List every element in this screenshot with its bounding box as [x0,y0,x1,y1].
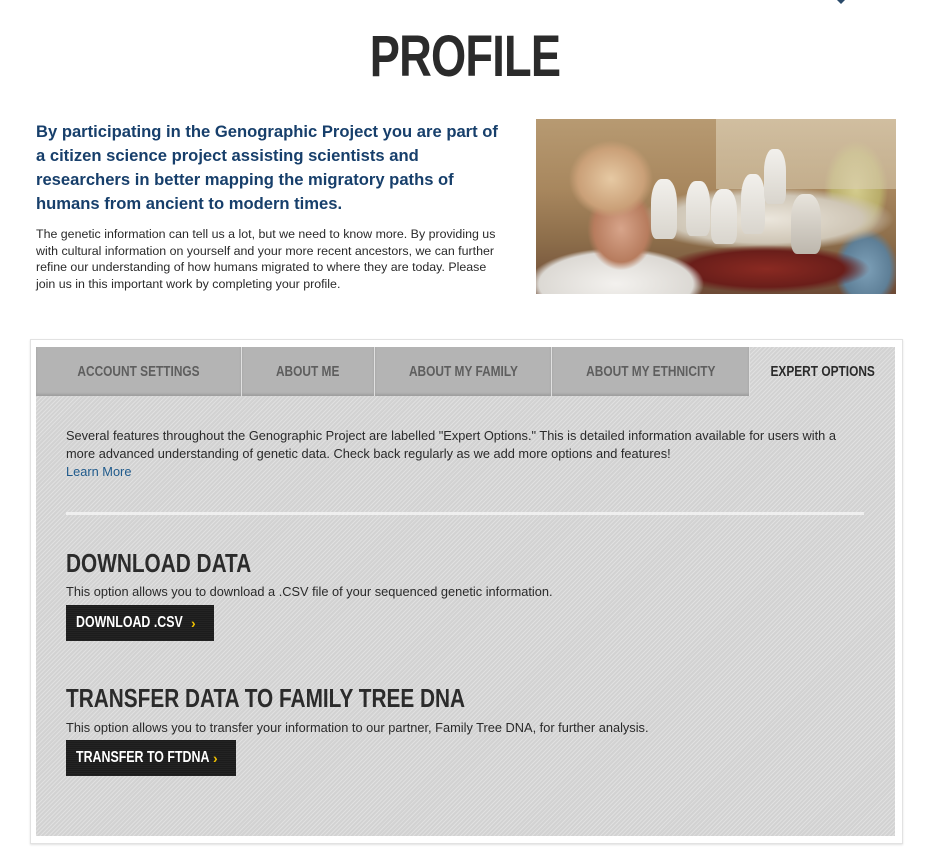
photo-figure [764,149,786,204]
tab-about-my-family[interactable] [375,347,552,396]
expert-options-description: Several features throughout the Genographic Project are labelled "Expert Options." This is detailed information available for users with a more advanced understanding of genetic data. Check back regularly as we add more options and features! [66,428,836,461]
photo-figure [651,179,677,239]
tab-label: EXPERT OPTIONS [770,363,875,380]
tab-label: ACCOUNT SETTINGS [77,363,200,380]
photo-figure [686,181,710,236]
photo-figure [741,174,765,234]
download-data-description: This option allows you to download a .CSV file of your sequenced genetic information. [66,584,553,599]
download-data-heading: DOWNLOAD DATA [66,548,252,578]
transfer-to-ftdna-label: TRANSFER TO FTDNA [76,749,210,766]
dropdown-caret-icon [837,0,845,4]
section-divider [66,512,864,515]
transfer-to-ftdna-button[interactable] [66,740,236,776]
tab-label: ABOUT MY FAMILY [408,363,518,380]
tab-label: ABOUT MY ETHNICITY [585,363,716,380]
download-csv-label: DOWNLOAD .CSV [76,614,183,631]
download-csv-button[interactable] [66,605,214,641]
tab-expert-options[interactable] [750,347,895,396]
tab-label: ABOUT ME [276,363,340,380]
hero-photo [536,119,896,294]
chevron-right-icon: › [213,750,218,766]
transfer-data-heading: TRANSFER DATA TO FAMILY TREE DNA [66,683,466,713]
page-title: PROFILE [369,24,561,89]
tab-about-my-ethnicity[interactable] [552,347,750,396]
profile-tabs [36,347,895,396]
chevron-right-icon: › [191,615,196,631]
transfer-data-description: This option allows you to transfer your information to our partner, Family Tree DNA, for further analysis. [66,720,649,735]
intro-lead-text: By participating in the Genographic Project you are part of a citizen science project assisting scientists and researchers in better mapping the migratory paths of humans from ancient to modern times. [36,122,498,213]
photo-wall [716,119,896,189]
intro-body-text: The genetic information can tell us a lot, but we need to know more. By providing us with cultural information on yourself and your more recent ancestors, we can further refine our understanding of how humans migrated to where they are today. Please join us in this important work by completing your profile. [36,227,496,291]
photo-figure [711,189,737,244]
tab-about-me[interactable] [242,347,375,396]
photo-figure [791,194,821,254]
tab-account-settings[interactable] [36,347,242,396]
learn-more-link[interactable]: Learn More [66,464,132,479]
